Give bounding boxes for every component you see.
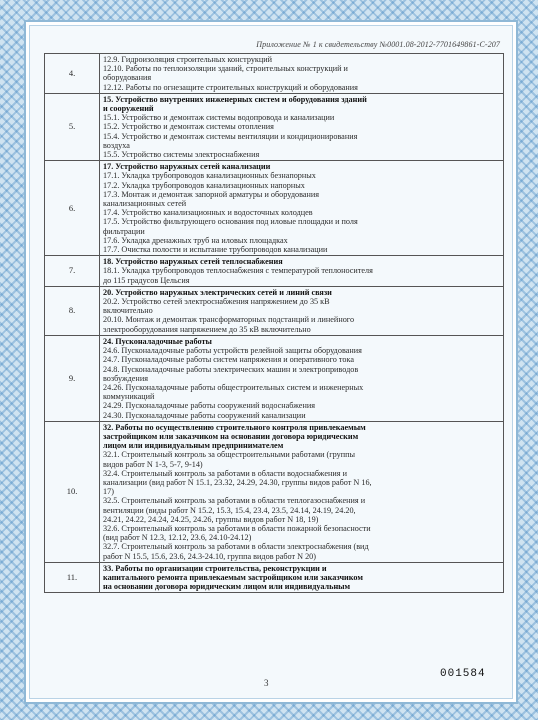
work-item: 24.29. Пусконаладочные работы сооружений водоснабжения bbox=[103, 401, 315, 411]
work-item: 32.6. Строительный контроль за работами в области пожарной безопасности bbox=[103, 523, 371, 533]
work-item: 32.1. Строительный контроль за общестроительными работами (группы bbox=[103, 450, 355, 460]
work-item: 17.4. Устройство канализационных и водосточных колодцев bbox=[103, 208, 313, 218]
row-number: 7. bbox=[45, 256, 100, 287]
work-item: 24.6. Пусконаладочные работы устройств релейной защиты оборудования bbox=[103, 346, 362, 356]
section-heading: на основании договора юридическим лицом или индивидуальным bbox=[103, 582, 351, 592]
work-item: электрооборудования напряжением до 35 кВ включительно bbox=[103, 324, 311, 334]
work-item: канализации (вид работ N 15.1, 23.32, 24.29, 24.30, группы видов работ N 16, bbox=[103, 477, 372, 487]
section-heading: 20. Устройство наружных электрических сетей и линий связи bbox=[103, 287, 332, 297]
work-item: 12.12. Работы по огнезащите строительных конструкций и оборудования bbox=[103, 82, 358, 92]
section-heading: 18. Устройство наружных сетей теплоснабжения bbox=[103, 257, 283, 267]
work-item: 17.6. Укладка дренажных труб на иловых площадках bbox=[103, 235, 288, 245]
row-number: 11. bbox=[45, 562, 100, 593]
work-item: воздуха bbox=[103, 140, 130, 150]
section-heading: застройщиком или заказчиком на основании договора юридическим bbox=[103, 431, 359, 441]
row-work-description bbox=[100, 161, 504, 256]
table-row bbox=[45, 335, 504, 421]
table-row bbox=[45, 256, 504, 287]
work-item: 17.5. Устройство фильтрующего основания под иловые площадки и поля bbox=[103, 217, 358, 227]
work-item: 17.2. Укладка трубопроводов канализационных напорных bbox=[103, 180, 305, 190]
work-item: фильтрации bbox=[103, 226, 145, 236]
work-item: 24.21, 24.22, 24.24, 24.25, 24.26, группы видов работ N 18, 19) bbox=[103, 514, 319, 524]
work-item: 17.7. Очистка полости и испытание трубопроводов канализации bbox=[103, 245, 328, 255]
work-item: 17) bbox=[103, 487, 114, 497]
table-row bbox=[45, 562, 504, 593]
work-item: работ N 15.5, 15.6, 23.6, 24.3-24.10, группа видов работ N 20) bbox=[103, 551, 316, 561]
section-heading: 17. Устройство наружных сетей канализации bbox=[103, 162, 271, 172]
row-number: 10. bbox=[45, 421, 100, 562]
work-item: видов работ N 1-3, 5-7, 9-14) bbox=[103, 459, 203, 469]
work-item: 24.8. Пусконаладочные работы электрических машин и электроприводов bbox=[103, 364, 359, 374]
work-item: 12.9. Гидроизоляция строительных конструкций bbox=[103, 55, 273, 64]
work-item: 24.30. Пусконаладочные работы сооружений канализации bbox=[103, 410, 306, 420]
table-body bbox=[45, 54, 504, 593]
table-row bbox=[45, 93, 504, 160]
serial-number: 001584 bbox=[440, 668, 486, 680]
section-heading: и сооружений bbox=[103, 104, 154, 114]
row-work-description bbox=[100, 335, 504, 421]
work-item: 15.2. Устройство и демонтаж системы отопления bbox=[103, 122, 274, 132]
work-item: 32.4. Строительный контроль за работами в области водоснабжения и bbox=[103, 468, 347, 478]
row-number: 8. bbox=[45, 286, 100, 335]
work-item: (вид работ N 12.3, 12.12, 23.6, 24.10-24.12) bbox=[103, 533, 252, 543]
work-item: 18.1. Укладка трубопроводов теплоснабжения с температурой теплоносителя bbox=[103, 266, 373, 276]
row-work-description bbox=[100, 256, 504, 287]
section-heading: 24. Пусконаладочные работы bbox=[103, 336, 212, 346]
row-number: 9. bbox=[45, 335, 100, 421]
appendix-header: Приложение № 1 к свидетельству №0001.08-2012-7701649861-С-207 bbox=[256, 40, 500, 49]
work-item: 32.5. Строительный контроль за работами в области теплогазоснабжения и bbox=[103, 496, 366, 506]
work-item: 15.4. Устройство и демонтаж системы вентиляции и кондиционирования bbox=[103, 131, 358, 141]
row-number: 5. bbox=[45, 93, 100, 160]
table-row bbox=[45, 161, 504, 256]
work-item: вентиляции (виды работ N 15.2, 15.3, 15.4, 23.4, 23.5, 24.14, 24.19, 24.20, bbox=[103, 505, 356, 515]
work-item: коммуникаций bbox=[103, 392, 155, 402]
page-number: 3 bbox=[264, 678, 269, 688]
row-work-description bbox=[100, 421, 504, 562]
work-item: 12.10. Работы по теплоизоляции зданий, строительных конструкций и bbox=[103, 64, 348, 74]
work-item: до 115 градусов Цельсия bbox=[103, 275, 190, 285]
section-heading: 33. Работы по организации строительства, реконструкции и bbox=[103, 563, 327, 573]
work-item: 15.5. Устройство системы электроснабжения bbox=[103, 150, 260, 160]
work-item: возбуждения bbox=[103, 373, 148, 383]
work-item: канализационных сетей bbox=[103, 199, 187, 209]
work-item: оборудования bbox=[103, 73, 152, 83]
section-heading: 15. Устройство внутренних инженерных систем и оборудования зданий bbox=[103, 94, 367, 104]
table-row bbox=[45, 286, 504, 335]
work-item: 24.7. Пусконаладочные работы систем напряжения и оперативного тока bbox=[103, 355, 354, 365]
work-item: 32.7. Строительный контроль за работами в области электроснабжения (вид bbox=[103, 542, 369, 552]
row-work-description bbox=[100, 286, 504, 335]
work-item: 17.3. Монтаж и демонтаж запорной арматуры и оборудования bbox=[103, 189, 320, 199]
work-item: 15.1. Устройство и демонтаж системы водопровода и канализации bbox=[103, 113, 335, 123]
work-item: 20.10. Монтаж и демонтаж трансформаторных подстанций и линейного bbox=[103, 315, 355, 325]
table-row bbox=[45, 421, 504, 562]
row-work-description bbox=[100, 93, 504, 160]
work-item: 17.1. Укладка трубопроводов канализационных безнапорных bbox=[103, 171, 316, 181]
row-work-description bbox=[100, 562, 504, 593]
section-heading: капитального ремонта привлекаемым застройщиком или заказчиком bbox=[103, 572, 363, 582]
row-number: 4. bbox=[45, 54, 100, 94]
section-heading: лицом или индивидуальным предпринимателем bbox=[103, 441, 284, 451]
work-item: 24.26. Пусконаладочные работы общестроительных систем и инженерных bbox=[103, 382, 364, 392]
work-types-table bbox=[44, 53, 504, 593]
work-item: включительно bbox=[103, 306, 153, 316]
row-number: 6. bbox=[45, 161, 100, 256]
table-row bbox=[45, 54, 504, 94]
row-work-description bbox=[100, 54, 504, 94]
work-item: 20.2. Устройство сетей электроснабжения напряжением до 35 кВ bbox=[103, 297, 330, 307]
section-heading: 32. Работы по осуществлению строительного контроля привлекаемым bbox=[103, 422, 366, 432]
